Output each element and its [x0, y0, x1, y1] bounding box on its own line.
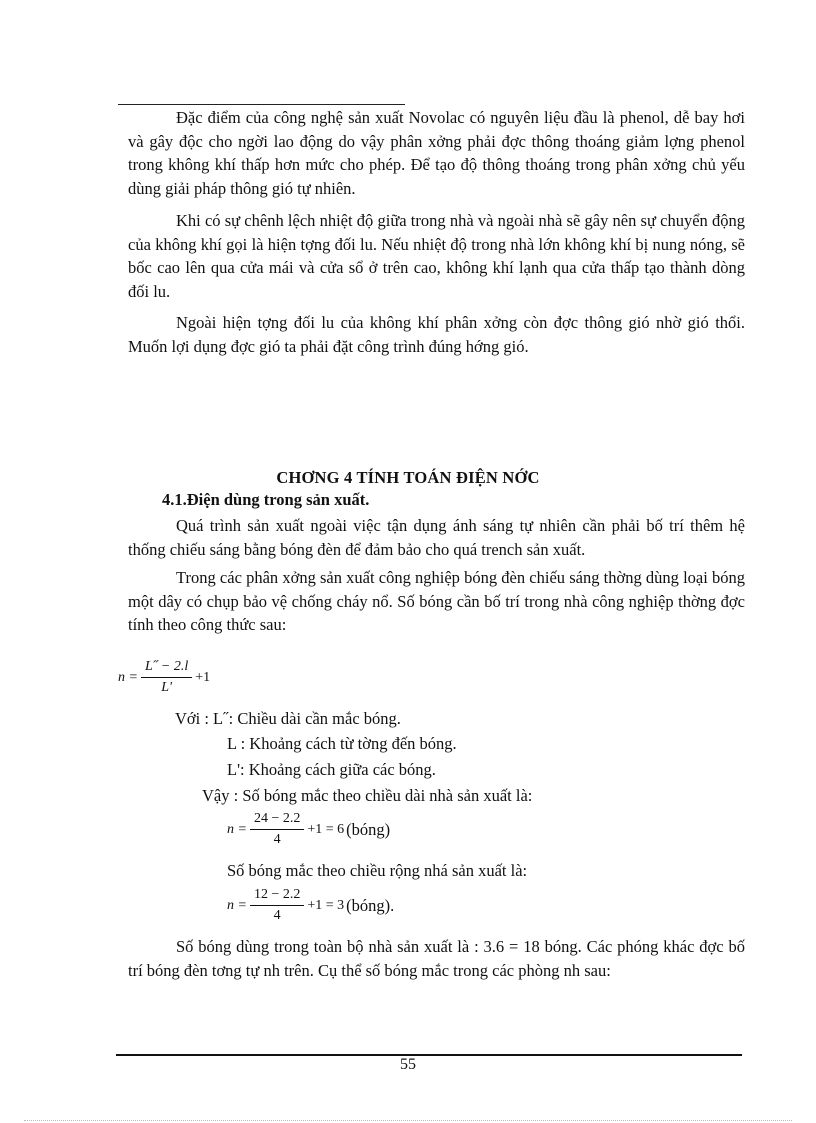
intro-paragraph-2: Khi có sự chênh lệch nhiệt độ giữa trong nhà và ngoài nhà sẽ gây nên sự chuyển động của không khí gọi là hiện tợng đối lu. Nếu nhiệt độ trong nhà lớn không khí bị nung nóng, sẽ bốc cao lên qua cửa mái và cửa sổ ở trên cao, không khí lạnh qua cửa thấp tạo thành dòng đối lu. [128, 211, 745, 302]
formula-lhs: n = [118, 669, 138, 685]
top-rule [118, 104, 405, 105]
calc2-unit: (bóng). [346, 895, 395, 915]
page-number: 55 [400, 1056, 416, 1073]
calc1-fraction [250, 810, 304, 849]
calc1-tail: +1 = 6 [307, 821, 345, 837]
calc1-unit: (bóng) [346, 819, 391, 839]
calc2-numerator: 12 − 2.2 [250, 886, 304, 906]
length-count-label: Vậy : Số bóng mắc theo chiều dài nhà sản xuất là: [202, 786, 533, 805]
chapter-paragraph-2: Trong các phân xởng sản xuất công nghiệp bóng đèn chiếu sáng thờng dùng loại bóng một dây có chụp bảo vệ chống cháy nổ. Số bóng cần bố trí trong nhà công nghiệp thờng đợc tính theo công thức sau: [128, 568, 745, 635]
definition-lprime: L': Khoảng cách giữa các bóng. [227, 760, 436, 779]
width-calculation [227, 886, 394, 925]
section-heading: 4.1.Điện dùng trong sản xuất. [162, 490, 370, 509]
chapter-paragraph-1: Quá trình sản xuất ngoài việc tận dụng ánh sáng tự nhiên cần phải bố trí thêm hệ thống chiếu sáng bằng bóng đèn để đảm bảo cho quá trench sản xuất. [128, 516, 745, 559]
calc2-tail: +1 = 3 [307, 897, 345, 913]
definition-l: L : Khoảng cách từ tờng đến bóng. [227, 734, 457, 753]
calc1-numerator: 24 − 2.2 [250, 810, 304, 830]
calc1-denominator: 4 [273, 832, 281, 847]
chapter-title: CHƠNG 4 TÍNH TOÁN ĐIỆN NỚC [276, 468, 540, 487]
page-edge-dots [24, 1120, 792, 1121]
formula-fraction [141, 658, 192, 697]
closing-paragraph: Số bóng dùng trong toàn bộ nhà sản xuất là : 3.6 = 18 bóng. Các phóng khác đợc bố trí bóng đèn tơng tự nh trên. Cụ thể số bóng mắc trong các phòng nh sau: [128, 937, 745, 980]
calc1-lhs: n = [227, 821, 247, 837]
definition-with: Với : L˝: Chiều dài cần mắc bóng. [175, 709, 401, 728]
width-count-label: Số bóng mắc theo chiều rộng nhá sản xuất là: [227, 861, 528, 880]
formula-denominator: L' [161, 680, 172, 695]
lamp-count-formula [118, 658, 210, 697]
calc2-lhs: n = [227, 897, 247, 913]
length-calculation [227, 810, 390, 849]
formula-numerator: L˝ − 2.l [141, 658, 192, 678]
calc2-denominator: 4 [273, 908, 281, 923]
intro-paragraph-3: Ngoài hiện tợng đối lu của không khí phân xởng còn đợc thông gió nhờ gió thổi. Muốn lợi dụng đợc gió ta phải đặt công trình đúng hớng gió. [128, 313, 745, 356]
formula-tail: +1 [195, 669, 211, 685]
calc2-fraction [250, 886, 304, 925]
intro-paragraph-1: Đặc điểm của công nghệ sản xuất Novolac có nguyên liệu đầu là phenol, dễ bay hơi và gây độc cho ngời lao động do vậy phân xởng phải đợc thông thoáng giảm lợng phenol trong không khí thấp hơn mức cho phép. Để tạo độ thông thoáng trong phân xởng chủ yếu dùng giải pháp thông gió tự nhiên. [128, 108, 745, 199]
